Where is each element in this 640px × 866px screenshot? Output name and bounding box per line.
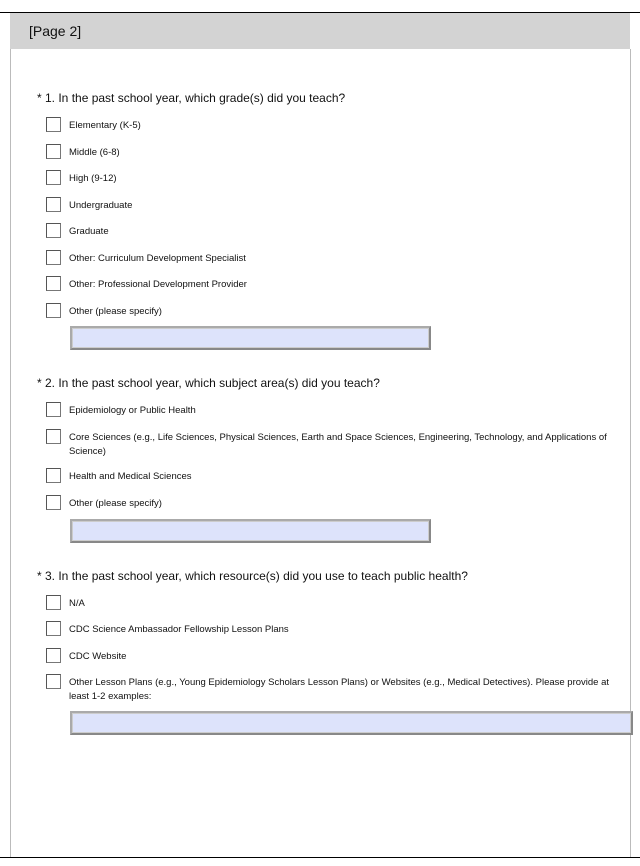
q2-other-input[interactable] <box>70 519 431 543</box>
checkbox[interactable] <box>46 170 61 185</box>
option-label: Other Lesson Plans (e.g., Young Epidemiology Scholars Lesson Plans) or Websites (e.g., Medical Detectives). Please provide at least 1-2 examples: <box>69 677 610 702</box>
option-label: Elementary (K-5) <box>69 120 141 131</box>
q3-other-input[interactable] <box>70 711 633 735</box>
checkbox[interactable] <box>46 648 61 663</box>
checkbox[interactable] <box>46 144 61 159</box>
checkbox[interactable] <box>46 468 61 483</box>
option-label: N/A <box>69 598 85 609</box>
option-label: Undergraduate <box>69 200 133 211</box>
option-label: Epidemiology or Public Health <box>69 405 196 416</box>
option-label: Other (please specify) <box>69 498 162 509</box>
checkbox[interactable] <box>46 303 61 318</box>
question-3-title: * 3. In the past school year, which resource(s) did you use to teach public health? <box>37 569 468 583</box>
checkbox[interactable] <box>46 197 61 212</box>
checkbox[interactable] <box>46 117 61 132</box>
checkbox[interactable] <box>46 276 61 291</box>
option-label: CDC Science Ambassador Fellowship Lesson Plans <box>69 624 289 635</box>
option-label: CDC Website <box>69 651 127 662</box>
checkbox[interactable] <box>46 621 61 636</box>
option-label: High (9-12) <box>69 173 117 184</box>
checkbox[interactable] <box>46 402 61 417</box>
bottom-divider <box>0 857 640 858</box>
question-2-title: * 2. In the past school year, which subject area(s) did you teach? <box>37 376 380 390</box>
option-label: Other (please specify) <box>69 306 162 317</box>
checkbox[interactable] <box>46 674 61 689</box>
checkbox[interactable] <box>46 495 61 510</box>
option-label: Core Sciences (e.g., Life Sciences, Physical Sciences, Earth and Space Sciences, Engineering, Technology, and Applications of Science) <box>69 432 607 457</box>
option-label: Health and Medical Sciences <box>69 471 192 482</box>
checkbox[interactable] <box>46 429 61 444</box>
page-label: [Page 2] <box>29 23 82 39</box>
page-header <box>10 13 630 49</box>
option-label: Middle (6-8) <box>69 147 120 158</box>
checkbox[interactable] <box>46 223 61 238</box>
checkbox[interactable] <box>46 250 61 265</box>
option-label: Graduate <box>69 226 109 237</box>
option-label: Other: Professional Development Provider <box>69 279 247 290</box>
question-1-title: * 1. In the past school year, which grade(s) did you teach? <box>37 91 346 105</box>
option-label: Other: Curriculum Development Specialist <box>69 253 246 264</box>
checkbox[interactable] <box>46 595 61 610</box>
q1-other-input[interactable] <box>70 326 431 350</box>
